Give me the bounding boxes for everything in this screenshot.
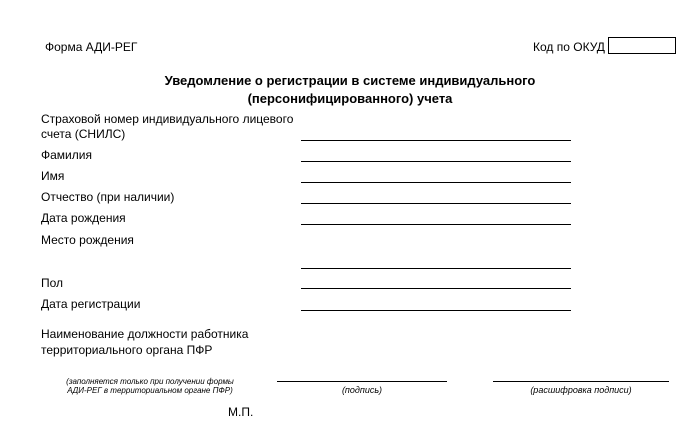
name-label: Имя: [41, 169, 65, 183]
signature-decryption-caption: (расшифровка подписи): [530, 385, 632, 395]
patronymic-label: Отчество (при наличии): [41, 190, 175, 204]
signature-caption: (подпись): [341, 385, 383, 395]
surname-label: Фамилия: [41, 148, 92, 162]
birth-date-field-line[interactable]: [301, 224, 571, 225]
birth-place-field-line[interactable]: [301, 268, 571, 269]
stamp-place-label: М.П.: [228, 405, 254, 419]
snils-label-line-1: Страховой номер индивидуального лицевого: [41, 112, 294, 126]
patronymic-field-line[interactable]: [301, 203, 571, 204]
snils-label-line-2: счета (СНИЛС): [41, 127, 126, 141]
footer-note-line-1: (заполняется только при получении формы: [66, 377, 234, 386]
birth-date-label: Дата рождения: [41, 211, 126, 225]
okud-code-value: [609, 40, 612, 54]
official-position-label-line-1: Наименование должности работника: [41, 327, 249, 341]
official-position-label-line-2: территориального органа ПФР: [41, 343, 213, 357]
registration-date-label: Дата регистрации: [41, 297, 141, 311]
sex-label: Пол: [41, 276, 64, 290]
sex-field-line[interactable]: [301, 288, 571, 289]
signature-decryption-line[interactable]: [493, 381, 669, 382]
document-title-line-2: (персонифицированного) учета: [247, 91, 453, 106]
document-title-line-1: Уведомление о регистрации в системе индивидуального: [164, 73, 536, 88]
snils-field-line[interactable]: [301, 140, 571, 141]
okud-code-box[interactable]: [608, 37, 676, 54]
form-name: Форма АДИ-РЕГ: [45, 40, 138, 54]
signature-line[interactable]: [277, 381, 447, 382]
name-field-line[interactable]: [301, 182, 571, 183]
registration-date-field-line[interactable]: [301, 310, 571, 311]
footer-note-line-2: АДИ-РЕГ в территориальном органе ПФР): [67, 386, 233, 395]
birth-place-label: Место рождения: [41, 233, 134, 247]
surname-field-line[interactable]: [301, 161, 571, 162]
okud-label: Код по ОКУД: [533, 40, 605, 54]
